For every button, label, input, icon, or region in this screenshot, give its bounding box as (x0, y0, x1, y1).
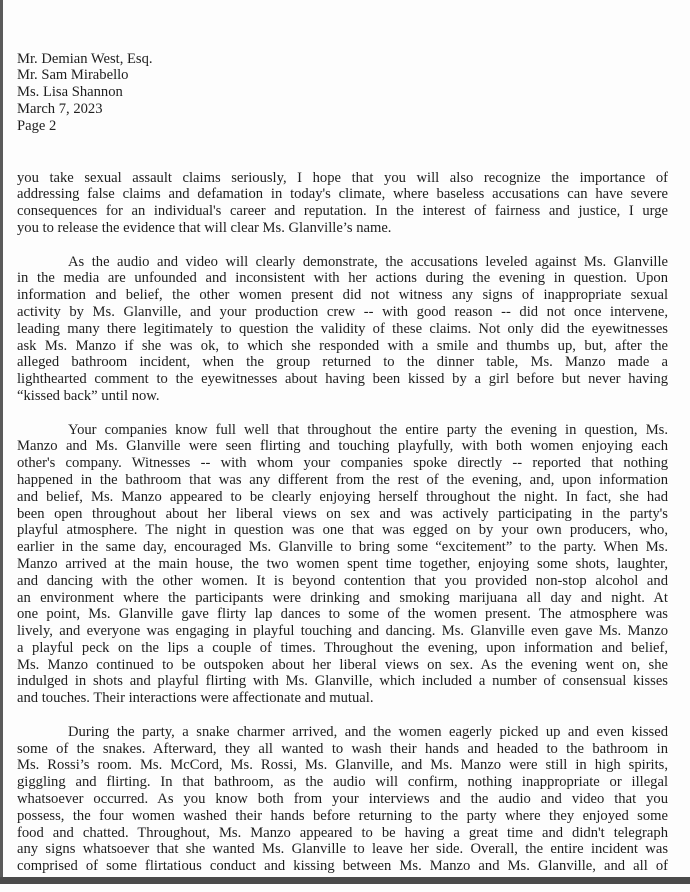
text-line: some of the snakes. Afterward, they all wanted to wash their hands and headed to the bathroom in (17, 740, 668, 757)
letter-header (17, 51, 668, 135)
page-left-edge (0, 0, 3, 884)
text-line: any signs whatsoever that she wanted Ms. Glanville to leave her side. Overall, the entire incident was (17, 841, 668, 858)
header-line: Ms. Lisa Shannon (17, 84, 123, 101)
text-line: you take sexual assault claims seriously, I hope that you will also recognize the importance of (17, 169, 668, 186)
text-line: Ms. Manzo continued to be outspoken about her liberal views on sex. As the evening went on, she (17, 656, 668, 673)
letter-page (17, 51, 668, 892)
text-line: information and belief, the other women present did not witness any signs of inappropriate sexual (17, 287, 668, 304)
text-line: Manzo and Ms. Glanville were seen flirting and touching playfully, with both women enjoying each (17, 438, 668, 455)
text-line: a playful peck on the lips a couple of times. Throughout the evening, upon information and belief, (17, 639, 668, 656)
text-line: Ms. Rossi’s room. Ms. McCord, Ms. Rossi, Ms. Glanville, and Ms. Manzo were still in high spirits, (17, 757, 668, 774)
letter-body (17, 170, 668, 875)
text-line: an environment where the participants were drinking and smoking marijuana all day and night. At (17, 589, 668, 606)
header-line: Mr. Demian West, Esq. (17, 50, 153, 67)
text-line: comprised of some flirtatious conduct and kissing between Ms. Manzo and Ms. Glanville, and all of (17, 858, 668, 875)
text-line: been open throughout about her liberal views on sex and was actively participating in the party's (17, 505, 668, 522)
text-line: possess, the four women washed their hands before returning to the party where they enjoyed some (17, 807, 668, 824)
text-line: lighthearted comment to the eyewitnesses about having been kissed by a girl before but never having (17, 371, 668, 388)
text-line: one point, Ms. Glanville gave flirty lap dances to some of the women present. The atmosphere was (17, 606, 668, 623)
text-line: you to release the evidence that will clear Ms. Glanville’s name. (17, 219, 392, 236)
text-line: and dancing with the other women. It is beyond contention that you provided non-stop alcohol and (17, 572, 668, 589)
text-line: in the media are unfounded and inconsistent with her actions during the evening in question. Upon (17, 270, 668, 287)
text-line: leading many there legitimately to question the validity of these claims. Not only did the eyewitnesses (17, 320, 668, 337)
header-line: Page 2 (17, 117, 57, 134)
text-line: and touches. Their interactions were affectionate and mutual. (17, 690, 374, 707)
text-line: giggling and flirting. In that bathroom, as the audio will confirm, nothing inappropriate or illegal (17, 774, 668, 791)
text-line: happened in the bathroom that was any different from the rest of the evening, and, upon information (17, 471, 668, 488)
text-line: indulged in shots and playful flirting with Ms. Glanville, which included a number of consensual kisses (17, 673, 668, 690)
text-line: whatsoever occurred. As you know both from your interviews and the audio and video that you (17, 791, 668, 808)
header-line: Mr. Sam Mirabello (17, 67, 129, 84)
text-line: playful atmosphere. The night in question was one that was egged on by your own producers, who, (17, 522, 668, 539)
text-line: consequences for an individual's career and reputation. In the interest of fairness and justice, I urge (17, 203, 668, 220)
text-line: earlier in the same day, encouraged Ms. Glanville to bring some “excitement” to the party. When Ms. (17, 539, 668, 556)
text-line: As the audio and video will clearly demonstrate, the accusations leveled against Ms. Glanville (68, 253, 668, 270)
text-line: Manzo arrived at the main house, the two women spent time together, enjoying some shots, laughter, (17, 555, 668, 572)
text-line: food and chatted. Throughout, Ms. Manzo appeared to be having a great time and didn't telegraph (17, 824, 668, 841)
paragraph (17, 724, 668, 875)
text-line: During the party, a snake charmer arrived, and the women eagerly picked up and even kissed (68, 723, 668, 740)
viewer-bottom-edge (0, 877, 690, 884)
text-line: ask Ms. Manzo if she was ok, to which she responded with a smile and thumbs up, but, after the (17, 337, 668, 354)
text-line: Your companies know full well that throughout the entire party the evening in question, Ms. (68, 421, 668, 438)
text-line: lively, and everyone was engaging in playful touching and dancing. Ms. Glanville even gave Ms. Manzo (17, 623, 668, 640)
text-line: activity by Ms. Glanville, and your production crew -- with good reason -- did not once intervene, (17, 303, 668, 320)
text-line: “kissed back” until now. (17, 387, 160, 404)
paragraph (17, 422, 668, 708)
paragraph (17, 254, 668, 405)
text-line: other's company. Witnesses -- with whom your companies spoke directly -- reported that nothing (17, 455, 668, 472)
header-line: March 7, 2023 (17, 100, 103, 117)
paragraph (17, 170, 668, 237)
text-line: and belief, Ms. Manzo appeared to be clearly enjoying herself throughout the night. In fact, she had (17, 488, 668, 505)
text-line: addressing false claims and defamation in today's climate, where baseless accusations can have severe (17, 186, 668, 203)
text-line: alleged bathroom incident, when the group returned to the dinner table, Ms. Manzo made a (17, 354, 668, 371)
